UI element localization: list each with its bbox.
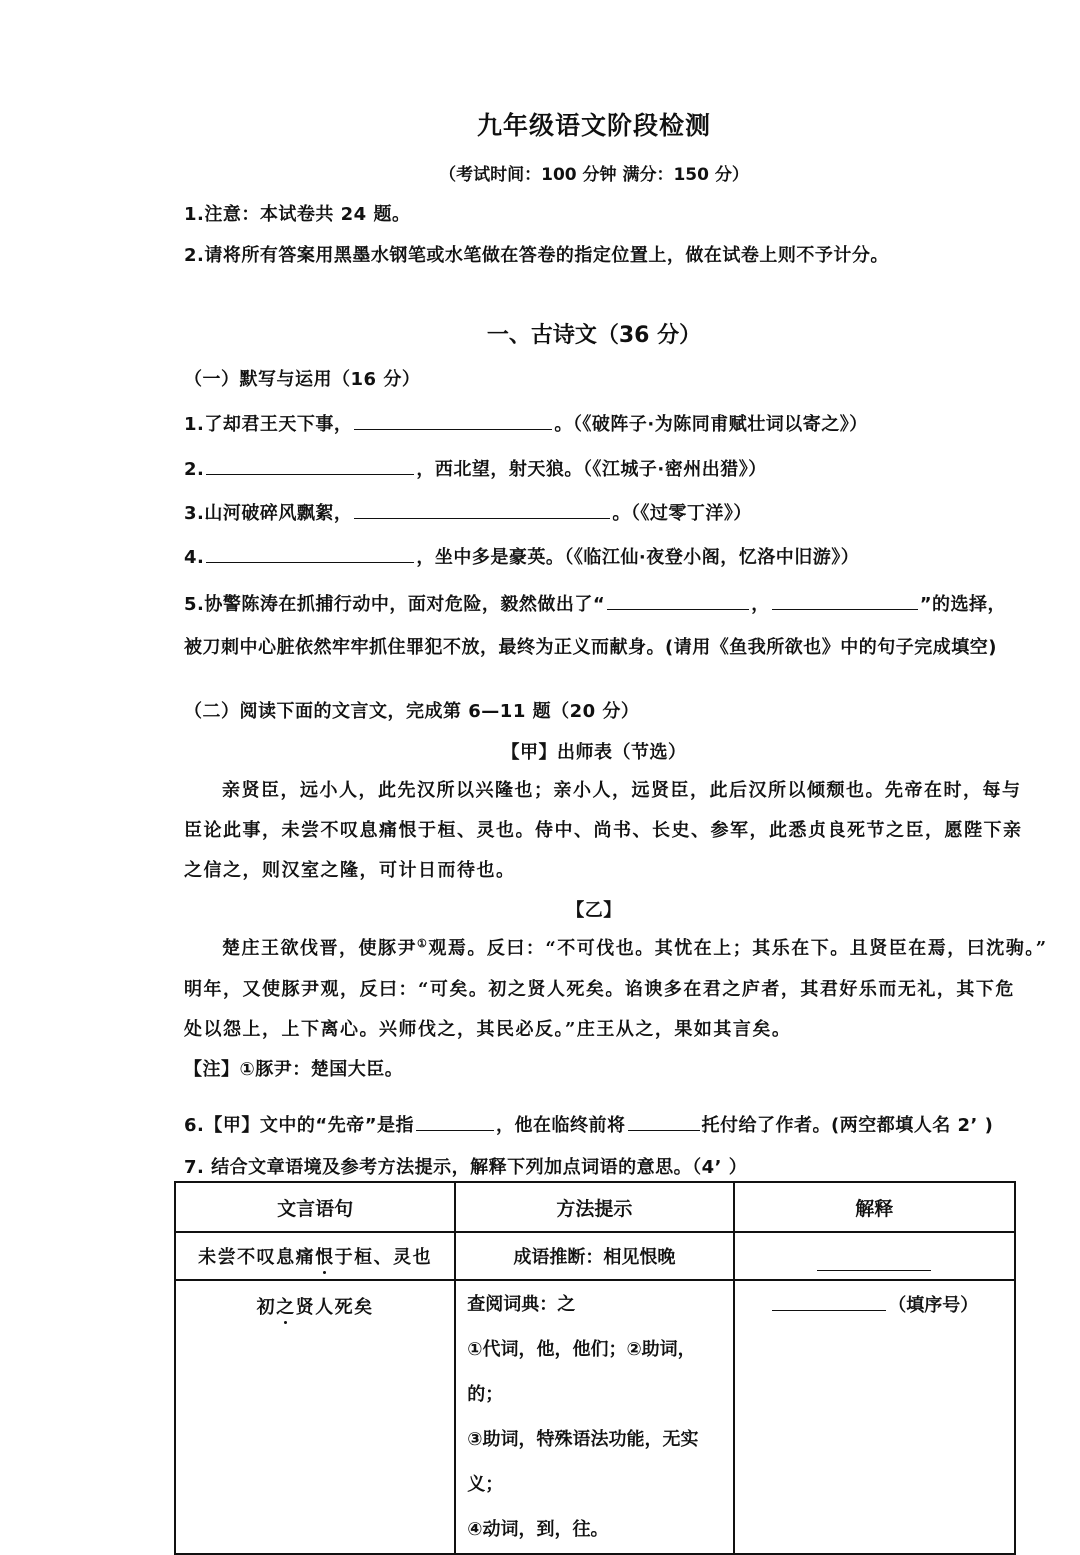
- answer-blank-7b[interactable]: [772, 1292, 886, 1311]
- explanation-cell: （填序号）: [734, 1280, 1015, 1554]
- sentence-cell: 未尝不叹息痛恨于桓、灵也: [175, 1232, 455, 1280]
- yi-line-2: 明年，又使豚尹观，反曰：“可矣。初之贤人死矣。谄谀多在君之庐者，其君好乐而无礼，其下危: [184, 979, 1015, 1000]
- note-2: 2.请将所有答案用黑墨水钢笔或水笔做在答卷的指定位置上，做在试卷上则不予计分。: [184, 245, 889, 266]
- dotted-word: 恨: [315, 1247, 335, 1268]
- yi-title: 【乙】: [566, 900, 622, 921]
- footnote-mark: ①: [417, 937, 429, 950]
- explanation-cell: [734, 1232, 1015, 1280]
- header-explanation: 解释: [734, 1182, 1015, 1232]
- answer-blank-6a[interactable]: [416, 1112, 494, 1131]
- hint-line: ③助词，特殊语法功能，无实义；: [467, 1429, 699, 1495]
- section-title: 一、古诗文（36 分）: [486, 323, 702, 348]
- page-title: 九年级语文阶段检测: [476, 111, 711, 140]
- question-7: 7. 结合文章语境及参考方法提示，解释下列加点词语的意思。（4’ ）: [184, 1157, 748, 1178]
- jia-title: 【甲】出师表（节选）: [501, 742, 687, 763]
- exam-meta: （考试时间：100 分钟 满分：150 分）: [439, 165, 749, 185]
- table-row: [175, 1280, 1015, 1554]
- part1-title: （一）默写与运用（16 分）: [184, 369, 421, 390]
- part2-title: （二）阅读下面的文言文，完成第 6—11 题（20 分）: [184, 701, 640, 722]
- answer-blank-4[interactable]: [206, 544, 414, 563]
- yi-line-3: 处以怨上，上下离心。兴师伐之，其民必反。”庄王从之，果如其言矣。: [184, 1019, 792, 1040]
- dotted-word: 之: [276, 1297, 296, 1318]
- answer-blank-5a[interactable]: [607, 591, 749, 610]
- answer-blank-1[interactable]: [354, 411, 552, 430]
- jia-line-3: 之信之，则汉室之隆，可计日而待也。: [184, 860, 516, 881]
- header-method: 方法提示: [455, 1182, 733, 1232]
- method-cell: 成语推断：相见恨晚: [455, 1232, 733, 1280]
- footnote: 【注】①豚尹：楚国大臣。: [184, 1059, 404, 1080]
- note-1: 1.注意：本试卷共 24 题。: [184, 204, 411, 225]
- question-6: 6.【甲】文中的“先帝”是指 ，他在临终前将 托付给了作者。(两空都填人名 2’ ): [184, 1111, 993, 1137]
- answer-blank-5b[interactable]: [772, 591, 918, 610]
- header-sentence: 文言语句: [175, 1182, 455, 1232]
- yi-line-1: 楚庄王欲伐晋，使豚尹①观焉。反曰：“不可伐也。其忧在上；其乐在下。且贤臣在焉，曰沈驹。”: [222, 937, 1048, 959]
- question-5-line2: 被刀刺中心脏依然牢牢抓住罪犯不放，最终为正义而献身。(请用《鱼我所欲也》中的句子完成填空): [184, 637, 997, 658]
- question-1: 1.了却君王天下事， 。（《破阵子·为陈同甫赋壮词以寄之》）: [184, 410, 868, 436]
- sentence-cell: 初之贤人死矣: [175, 1280, 455, 1554]
- jia-line-1: 亲贤臣，远小人，此先汉所以兴隆也；亲小人，远贤臣，此后汉所以倾颓也。先帝在时，每与: [222, 780, 1022, 801]
- answer-blank-2[interactable]: [206, 456, 414, 475]
- answer-blank-6b[interactable]: [628, 1112, 700, 1131]
- method-cell: [455, 1280, 733, 1554]
- table-row: [175, 1232, 1015, 1280]
- hint-line: ④动词，到，往。: [467, 1519, 609, 1540]
- jia-line-2: 臣论此事，未尝不叹息痛恨于桓、灵也。侍中、尚书、长史、参军，此悉贞良死节之臣，愿陛下亲: [184, 820, 1023, 841]
- answer-blank-3[interactable]: [354, 500, 610, 519]
- question-5: 5.协警陈涛在抓捕行动中，面对危险，毅然做出了“ ， ”的选择，: [184, 590, 1006, 616]
- table-header-row: [175, 1182, 1015, 1232]
- question-2: 2. ，西北望，射天狼。（《江城子·密州出猎》）: [184, 455, 767, 481]
- question-3: 3.山河破碎风飘絮， 。（《过零丁洋》）: [184, 499, 752, 525]
- hint-line: ①代词，他，他们；②助词，的；: [467, 1339, 696, 1405]
- answer-blank-7a[interactable]: [817, 1252, 931, 1271]
- hint-line: 查阅词典：之: [467, 1294, 576, 1315]
- question-4: 4. ，坐中多是豪英。（《临江仙·夜登小阁，忆洛中旧游》）: [184, 543, 859, 569]
- q7-table: [174, 1181, 1016, 1555]
